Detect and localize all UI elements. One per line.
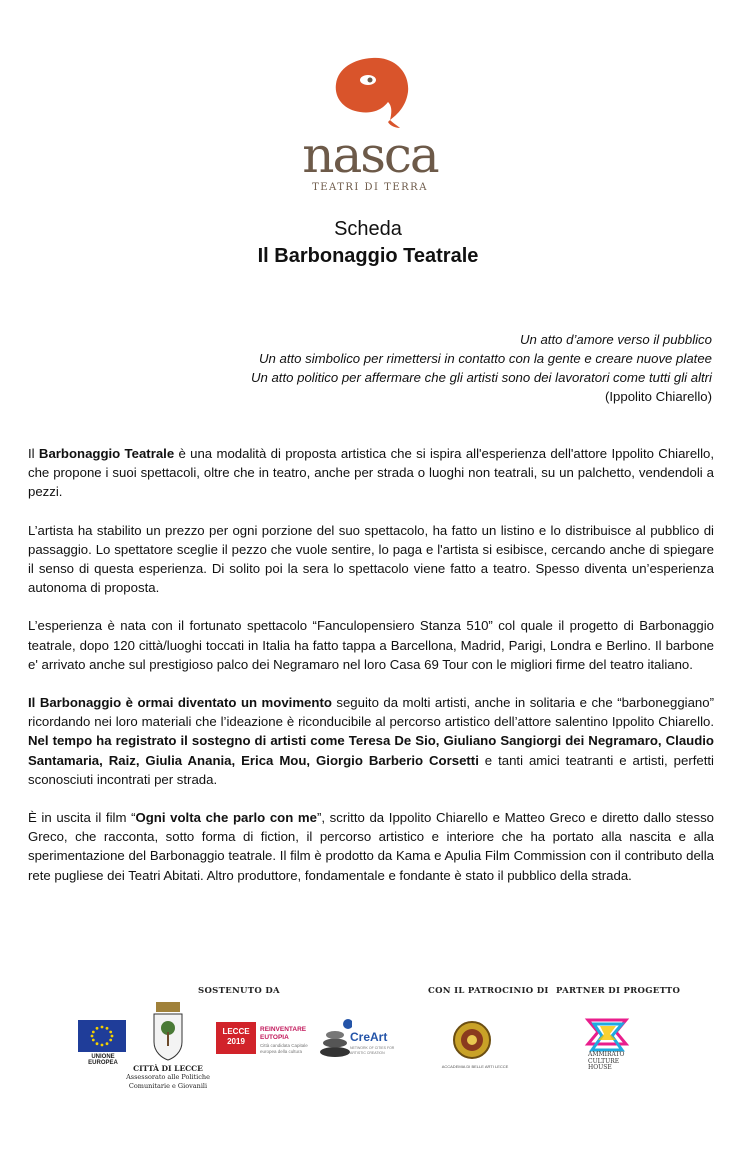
epigraph <box>152 330 712 406</box>
city-department: Assessorato alle Politiche Comunitarie e Giovanili <box>126 1073 210 1090</box>
bold-run: Ogni volta che parlo con me <box>135 810 317 826</box>
city-crest-icon <box>150 1002 186 1062</box>
doc-title: Il Barbonaggio Teatrale <box>257 245 479 267</box>
creart-subtext: NETWORK OF CITIES FOR ARTISTIC CREATION <box>350 1046 395 1055</box>
academy-seal-icon <box>452 1018 492 1062</box>
ammirato-caption: AMMIRATO CULTURE HOUSE <box>588 1051 625 1071</box>
patronage-heading: CON IL PATROCINIO DI <box>428 986 549 996</box>
epigraph-line: Un atto d’amore verso il pubblico <box>519 332 712 347</box>
eu-caption: UNIONE EUROPEA <box>88 1054 118 1066</box>
body-text <box>28 444 714 904</box>
epigraph-line: Un atto politico per affermare che gli artisti sono dei lavoratori come tutti gli altri <box>250 370 712 385</box>
city-name: CITTÀ DI LECCE <box>133 1064 203 1073</box>
academy-caption: ACCADEMIA DI BELLE ARTI LECCE <box>441 1064 509 1069</box>
nasca-logo <box>300 54 440 194</box>
paragraph-2: L’artista ha stabilito un prezzo per ogni porzione del suo spettacolo, ha fatto un listino e lo distribuisce al pubblico di passaggio. Lo spettatore sceglie il pezzo che vuole sentire, lo paga e l'artista si esibisce, cercando anche di spiegare il senso di questa esperienza. Di solito poi la sera lo spettacolo viene fatto a teatro. Spesso diventa un’esperienza autonoma di proposta. <box>28 522 714 596</box>
eu-flag-logo <box>78 1020 126 1052</box>
paragraph-3: L’esperienza è nata con il fortunato spettacolo “Fanculopensiero Stanza 510” col quale il progetto di Barbonaggio teatrale, dopo 120 città/luoghi toccati in Italia ha fatto tappa a Barcellona, Madrid, Parigi, Londra e Berlino. Il barbone e' arrivato anche sul prestigioso palco dei Negramaro nel loro Casa 69 Tour con le migliori firme del teatro italiano. <box>28 618 714 672</box>
doc-label: Scheda <box>334 218 402 240</box>
text-run: e tanti amici teatranti e artisti, perfetti sconosciuti incontrati per strada. <box>28 752 714 787</box>
supported-by-heading: SOSTENUTO DA <box>198 986 280 996</box>
creart-logo-text: CreArt <box>350 1030 388 1044</box>
logo-subtitle: TEATRI DI TERRA <box>312 182 428 193</box>
lecce-2019-logo: LECCE 2019 <box>216 1022 256 1054</box>
text-run: È in uscita il film “ <box>28 810 136 826</box>
reinventare-subtext: Città candidata Capitale europea della cultura <box>260 1043 308 1054</box>
paragraph-4 <box>28 693 714 789</box>
nasca-swirl-icon <box>332 54 412 128</box>
bold-run: Barbonaggio Teatrale <box>38 446 175 461</box>
creart-stones-icon <box>318 1018 352 1058</box>
epigraph-line: Un atto simbolico per rimettersi in contatto con la gente e creare nuove platee <box>258 351 712 366</box>
bold-run: Nel tempo ha registrato il sostegno di artisti come Teresa De Sio, Giuliano Sangiorgi dei Negramaro, Claudio Santamaria, Raiz, Giulia Anania, Erica Mou, Giorgio Barberio Corsetti <box>28 733 714 768</box>
text-run: Il <box>28 446 39 461</box>
logo-wordmark: nasca <box>302 126 438 184</box>
ammirato-star-icon <box>582 1018 632 1054</box>
paragraph-1 <box>28 444 714 502</box>
text-run: seguito da molti artisti, anche in solitaria e che “barboneggiano” ricordando nei loro materiali che l’ideazione è riconducibile al percorso artistico dell’attore salentino Ippolito Chiarello. <box>28 695 714 730</box>
reinventare-eutopia-text: REINVENTARE EUTOPIA <box>260 1026 307 1041</box>
paragraph-5 <box>28 808 714 885</box>
epigraph-author: (Ippolito Chiarello) <box>604 389 712 404</box>
text-run: ”, scritto da Ippolito Chiarello e Matteo Greco e diretto dallo stesso Greco, che racconta, sotto forma di fiction, il percorso artistico e interiore che ha portato alla nascita e alla sperimentazione del Barbonaggio teatrale. Il film è prodotto da Kama e Apulia Film Commission con il contributo della rete pugliese dei Teatri Abitati. Altro produttore, fondamentale e fondante è stato il pubblico della strada. <box>28 810 714 883</box>
text-run: è una modalità di proposta artistica che si ispira all'esperienza dell'attore Ippolito Chiarello, che propone i suoi spettacoli, oltre che in teatro, anche per strada o luoghi non teatrali, su un palchetto, vendendoli a pezzi. <box>28 446 715 500</box>
partner-heading: PARTNER DI PROGETTO <box>556 986 681 996</box>
eu-stars-icon <box>78 1020 126 1052</box>
bold-run: Il Barbonaggio è ormai diventato un movimento <box>28 695 332 711</box>
